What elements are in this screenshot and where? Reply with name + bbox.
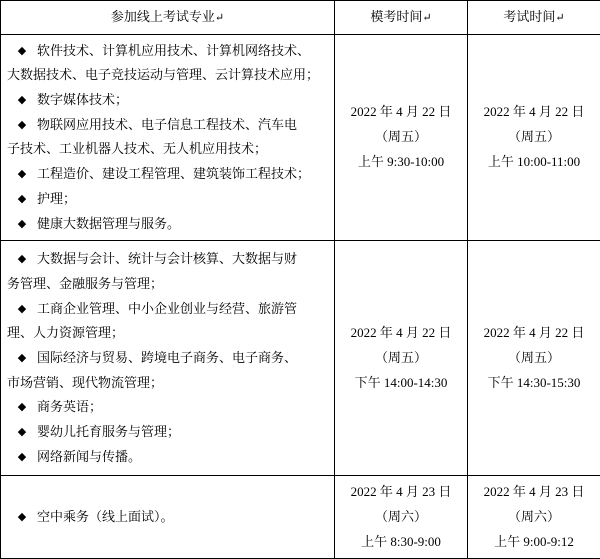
diamond-bullet-icon: ◆ — [7, 447, 37, 468]
table-row — [1, 241, 600, 476]
table-header-row — [1, 1, 600, 35]
mock-weekday: （周五） — [341, 346, 461, 371]
list-item — [7, 162, 328, 187]
table-row — [1, 476, 600, 559]
major-list-cell — [1, 476, 335, 559]
paragraph-mark: ↵ — [422, 12, 431, 24]
mock-weekday: （周五） — [341, 125, 461, 150]
list-item-continuation: 市场营销、现代物流管理； — [7, 371, 328, 396]
list-item — [7, 420, 328, 445]
exam-time-range: 上午 9:00-9:12 — [474, 530, 594, 555]
list-item — [7, 212, 328, 237]
diamond-bullet-icon: ◆ — [7, 189, 37, 210]
list-item — [7, 88, 328, 113]
table-body — [1, 34, 600, 559]
list-item-label: 婴幼儿托育服务与管理； — [37, 424, 180, 439]
list-item-label: 工程造价、建设工程管理、建筑装饰工程技术； — [37, 166, 310, 181]
mock-date: 2022 年 4 月 22 日 — [341, 100, 461, 125]
list-item — [7, 505, 328, 530]
list-item — [7, 445, 328, 470]
mock-time-cell — [335, 34, 468, 241]
list-item — [7, 39, 328, 64]
diamond-bullet-icon: ◆ — [7, 164, 37, 185]
list-item-label: 健康大数据管理与服务。 — [37, 216, 180, 231]
diamond-bullet-icon: ◆ — [7, 90, 37, 111]
mock-time-range: 上午 8:30-9:00 — [341, 530, 461, 555]
list-item-label: 软件技术、计算机应用技术、计算机网络技术、 — [37, 43, 310, 58]
diamond-bullet-icon: ◆ — [7, 422, 37, 443]
column-header-mock — [335, 1, 468, 35]
list-item-label: 商务英语； — [37, 399, 102, 414]
mock-date: 2022 年 4 月 22 日 — [341, 321, 461, 346]
list-item — [7, 187, 328, 212]
mock-time-range: 下午 14:00-14:30 — [341, 371, 461, 396]
table-row — [1, 34, 600, 241]
exam-time-range: 下午 14:30-15:30 — [474, 371, 594, 396]
list-item-continuation: 大数据技术、电子竞技运动与管理、云计算技术应用； — [7, 63, 328, 88]
list-item-continuation: 务管理、金融服务与管理； — [7, 272, 328, 297]
list-item-label: 大数据与会计、统计与会计核算、大数据与财 — [37, 251, 297, 266]
diamond-bullet-icon: ◆ — [7, 397, 37, 418]
diamond-bullet-icon: ◆ — [7, 249, 37, 270]
list-item-label: 国际经济与贸易、跨境电子商务、电子商务、 — [37, 350, 297, 365]
exam-date: 2022 年 4 月 22 日 — [474, 100, 594, 125]
list-item-continuation: 理、人力资源管理； — [7, 321, 328, 346]
diamond-bullet-icon: ◆ — [7, 214, 37, 235]
exam-weekday: （周六） — [474, 505, 594, 530]
list-item-continuation: 子技术、工业机器人技术、无人机应用技术； — [7, 137, 328, 162]
exam-time-cell — [468, 34, 600, 241]
list-item-label: 物联网应用技术、电子信息工程技术、汽车电 — [37, 117, 297, 132]
diamond-bullet-icon: ◆ — [7, 41, 37, 62]
list-item-label: 网络新闻与传播。 — [37, 449, 141, 464]
diamond-bullet-icon: ◆ — [7, 299, 37, 320]
list-item — [7, 395, 328, 420]
list-item — [7, 297, 328, 322]
exam-time-range: 上午 10:00-11:00 — [474, 150, 594, 175]
list-item-label: 护理； — [37, 191, 76, 206]
paragraph-mark: ↵ — [215, 12, 224, 24]
mock-date: 2022 年 4 月 23 日 — [341, 480, 461, 505]
exam-time-cell — [468, 476, 600, 559]
exam-weekday: （周五） — [474, 125, 594, 150]
mock-time-cell — [335, 476, 468, 559]
column-header-mock-label: 模考时间 — [370, 9, 422, 24]
exam-date: 2022 年 4 月 22 日 — [474, 321, 594, 346]
paragraph-mark: ↵ — [555, 12, 564, 24]
major-list-cell — [1, 241, 335, 476]
exam-date: 2022 年 4 月 23 日 — [474, 480, 594, 505]
diamond-bullet-icon: ◆ — [7, 507, 37, 528]
list-item-label: 数字媒体技术； — [37, 92, 128, 107]
column-header-exam — [468, 1, 600, 35]
diamond-bullet-icon: ◆ — [7, 348, 37, 369]
column-header-exam-label: 考试时间 — [503, 9, 555, 24]
mock-weekday: （周六） — [341, 505, 461, 530]
column-header-major — [1, 1, 335, 35]
list-item — [7, 346, 328, 371]
mock-time-range: 上午 9:30-10:00 — [341, 150, 461, 175]
list-item-label: 工商企业管理、中小企业创业与经营、旅游管 — [37, 301, 297, 316]
major-list-cell — [1, 34, 335, 241]
exam-weekday: （周五） — [474, 346, 594, 371]
list-item — [7, 113, 328, 138]
table-header — [1, 1, 600, 35]
diamond-bullet-icon: ◆ — [7, 115, 37, 136]
exam-time-cell — [468, 241, 600, 476]
column-header-major-label: 参加线上考试专业 — [111, 9, 215, 24]
mock-time-cell — [335, 241, 468, 476]
list-item — [7, 247, 328, 272]
list-item-label: 空中乘务（线上面试）。 — [37, 509, 174, 524]
